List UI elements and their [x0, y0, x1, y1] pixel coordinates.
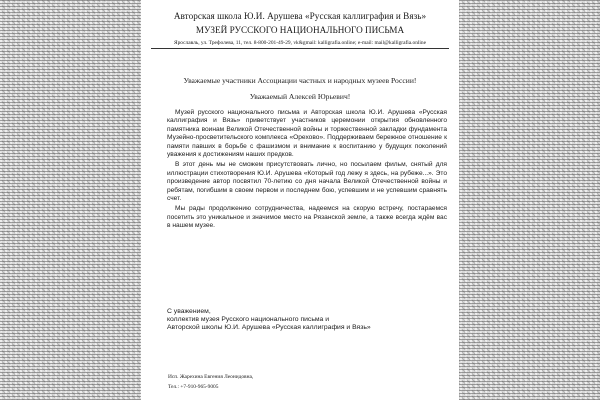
footer-contact: [168, 372, 447, 392]
letterhead-divider: [151, 48, 449, 49]
closing-block: [167, 308, 447, 333]
school-name: Авторская школа Ю.И. Арушева «Русская каллиграфия и Вязь»: [173, 11, 427, 21]
greeting-association: Уважаемые участники Ассоциации частных и народных музеев России!: [183, 76, 417, 85]
closing-salutation: С уважением,: [167, 308, 211, 315]
letter-page: [141, 0, 459, 400]
body-paragraph: Мы рады продолжению сотрудничества, надеемся на скорую встречу, постараемся посетить это уникальное и значимое место на Рязанской земле, а также всегда ждём вас в нашем музее.: [167, 205, 447, 230]
body-paragraph: Музей русского национального письма и Авторская школа Ю.И. Арушева «Русская каллиграфия и Вязь» приветствует участников церемонии открытия обновленного памятника воинам Великой Отечественной войны и торжественной закладки фундамента Музейно-просветительского комплекса «Орехово». Поддерживаем бережное отношение к памяти павших в борьбе с фашизмом и внимание к воспитанию у будущих поколений уважения к достижениям наших предков.: [167, 109, 447, 159]
executor-name: Исп. Жарехина Евгения Леонидовна,: [168, 374, 254, 380]
executor-phone: Тел.: +7-910-965-9005: [168, 384, 219, 390]
address-line: Ярославль, ул. Трефолева, 11, тел. 8-800-201-49-29, vk&gmail: kalligrafia.online; e-mail: mail@kalligrafia.online: [174, 40, 426, 46]
letter-body: [167, 109, 447, 233]
closing-signature-line: коллектив музея Русского национального письма и: [167, 316, 330, 324]
body-paragraph: В этот день мы не сможем присутствовать лично, но посылаем фильм, снятый для иллюстрации стихотворения Ю.И. Арушева «Который год лежу я здесь, на рубеже...». Это произведение автор посвятил 70-летию со дня начала Великой Отечественной войны и ребятам, погибшим в своем первом и последнем бою, успевшим и не успевшим сравнять счет.: [167, 161, 447, 203]
museum-name: МУЗЕЙ РУССКОГО НАЦИОНАЛЬНОГО ПИСЬМА: [195, 25, 405, 35]
closing-signature-line: Авторской школы Ю.И. Арушева «Русская каллиграфия и Вязь»: [167, 324, 371, 332]
greeting-personal: Уважаемый Алексей Юрьевич!: [249, 92, 351, 101]
